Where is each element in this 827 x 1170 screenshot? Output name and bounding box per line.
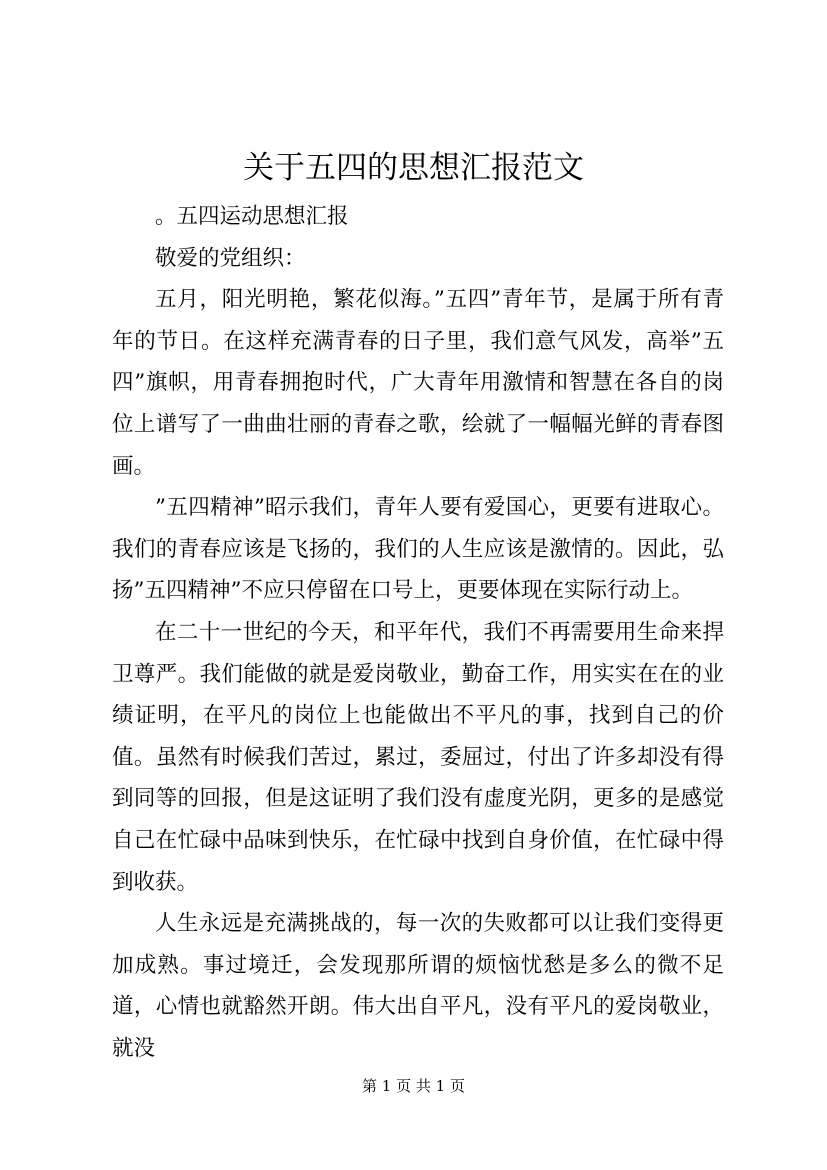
- paragraph: 五月，阳光明艳，繁花似海。”五四”青年节，是属于所有青年的节日。在这样充满青春的日子里，我们意气风发，高举”五四”旗帜，用青春拥抱时代，广大青年用激情和智慧在各自的岗位上谱写了一曲曲壮丽的青春之歌，绘就了一幅幅光鲜的青春图画。: [112, 287, 724, 479]
- paragraph-salutation: 敬爱的党组织：: [155, 245, 306, 271]
- paragraph: 在二十一世纪的今天，和平年代，我们不再需要用生命来捍卫尊严。我们能做的就是爱岗敬业，勤奋工作，用实实在在的业绩证明，在平凡的岗位上也能做出不平凡的事，找到自己的价值。虽然有时候我们苦过，累过，委屈过，付出了许多却没有得到同等的回报，但是这证明了我们没有虚度光阴，更多的是感觉自己在忙碌中品味到快乐，在忙碌中找到自身价值，在忙碌中得到收获。: [112, 619, 724, 895]
- document-title: 关于五四的思想汇报范文: [243, 150, 584, 186]
- paragraph: 人生永远是充满挑战的，每一次的失败都可以让我们变得更加成熟。事过境迁，会发现那所谓的烦恼忧愁是多么的微不足道，心情也就豁然开朗。伟大出自平凡，没有平凡的爱岗敬业，就没: [112, 911, 724, 1061]
- paragraph: ”五四精神”昭示我们，青年人要有爱国心，更要有进取心。我们的青春应该是飞扬的，我们的人生应该是激情的。因此，弘扬”五四精神”不应只停留在口号上，更要体现在实际行动上。: [112, 495, 724, 604]
- page-number-footer: 第 1 页 共 1 页: [362, 1077, 465, 1095]
- document-body: [112, 196, 724, 1069]
- paragraph-heading: 。五四运动思想汇报: [155, 204, 349, 229]
